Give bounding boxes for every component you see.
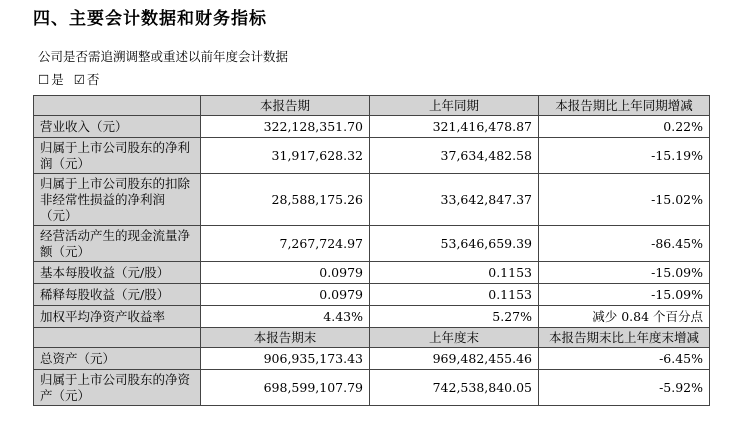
current-value: 906,935,173.43 bbox=[201, 348, 370, 370]
subheader-cell-change: 本报告期末比上年度末增减 bbox=[539, 328, 710, 348]
no-checkbox[interactable]: ☑ bbox=[73, 72, 85, 87]
previous-value: 321,416,478.87 bbox=[370, 116, 539, 138]
table-row bbox=[34, 306, 710, 328]
header-cell-current-period: 本报告期 bbox=[201, 96, 370, 116]
table-row bbox=[34, 116, 710, 138]
row-label: 加权平均净资产收益率 bbox=[34, 306, 201, 328]
change-value: -5.92% bbox=[539, 370, 710, 406]
table-row bbox=[34, 174, 710, 226]
current-value: 698,599,107.79 bbox=[201, 370, 370, 406]
row-label: 基本每股收益（元/股） bbox=[34, 262, 201, 284]
table-subheader-row bbox=[34, 328, 710, 348]
table-row bbox=[34, 370, 710, 406]
subheader-cell-prior-year-end: 上年度末 bbox=[370, 328, 539, 348]
yes-label: 是 bbox=[51, 72, 64, 87]
current-value: 7,267,724.97 bbox=[201, 226, 370, 262]
table-row bbox=[34, 348, 710, 370]
table-row bbox=[34, 262, 710, 284]
section-title: 四、主要会计数据和财务指标 bbox=[33, 9, 267, 29]
change-value: -86.45% bbox=[539, 226, 710, 262]
subheader-cell-period-end: 本报告期末 bbox=[201, 328, 370, 348]
row-label: 稀释每股收益（元/股） bbox=[34, 284, 201, 306]
current-value: 322,128,351.70 bbox=[201, 116, 370, 138]
current-value: 4.43% bbox=[201, 306, 370, 328]
change-value: -15.09% bbox=[539, 262, 710, 284]
header-cell-change: 本报告期比上年同期增减 bbox=[539, 96, 710, 116]
current-value: 0.0979 bbox=[201, 284, 370, 306]
header-cell-prior-period: 上年同期 bbox=[370, 96, 539, 116]
previous-value: 742,538,840.05 bbox=[370, 370, 539, 406]
change-value: -15.19% bbox=[539, 138, 710, 174]
no-label: 否 bbox=[86, 72, 100, 87]
row-label: 归属于上市公司股东的净资产（元） bbox=[34, 370, 201, 406]
table-row bbox=[34, 138, 710, 174]
row-label: 总资产（元） bbox=[34, 348, 201, 370]
current-value: 31,917,628.32 bbox=[201, 138, 370, 174]
row-label: 归属于上市公司股东的净利润（元） bbox=[34, 138, 201, 174]
change-value: 减少 0.84 个百分点 bbox=[539, 306, 710, 328]
row-label: 营业收入（元） bbox=[34, 116, 201, 138]
current-value: 28,588,175.26 bbox=[201, 174, 370, 226]
previous-value: 53,646,659.39 bbox=[370, 226, 539, 262]
current-value: 0.0979 bbox=[201, 262, 370, 284]
financial-indicators-table bbox=[33, 95, 710, 406]
restatement-question: 公司是否需追溯调整或重述以前年度会计数据 bbox=[38, 49, 289, 64]
change-value: -15.09% bbox=[539, 284, 710, 306]
row-label: 归属于上市公司股东的扣除非经常性损益的净利润（元） bbox=[34, 174, 201, 226]
previous-value: 33,642,847.37 bbox=[370, 174, 539, 226]
yes-checkbox[interactable]: ☐ bbox=[38, 72, 50, 87]
subheader-cell-blank bbox=[34, 328, 201, 348]
table-header-row bbox=[34, 96, 710, 116]
previous-value: 969,482,455.46 bbox=[370, 348, 539, 370]
previous-value: 0.1153 bbox=[370, 284, 539, 306]
header-cell-blank bbox=[34, 96, 201, 116]
table-row bbox=[34, 226, 710, 262]
row-label: 经营活动产生的现金流量净额（元） bbox=[34, 226, 201, 262]
change-value: -6.45% bbox=[539, 348, 710, 370]
change-value: -15.02% bbox=[539, 174, 710, 226]
previous-value: 37,634,482.58 bbox=[370, 138, 539, 174]
previous-value: 0.1153 bbox=[370, 262, 539, 284]
restatement-options bbox=[38, 70, 101, 88]
table-row bbox=[34, 284, 710, 306]
previous-value: 5.27% bbox=[370, 306, 539, 328]
change-value: 0.22% bbox=[539, 116, 710, 138]
